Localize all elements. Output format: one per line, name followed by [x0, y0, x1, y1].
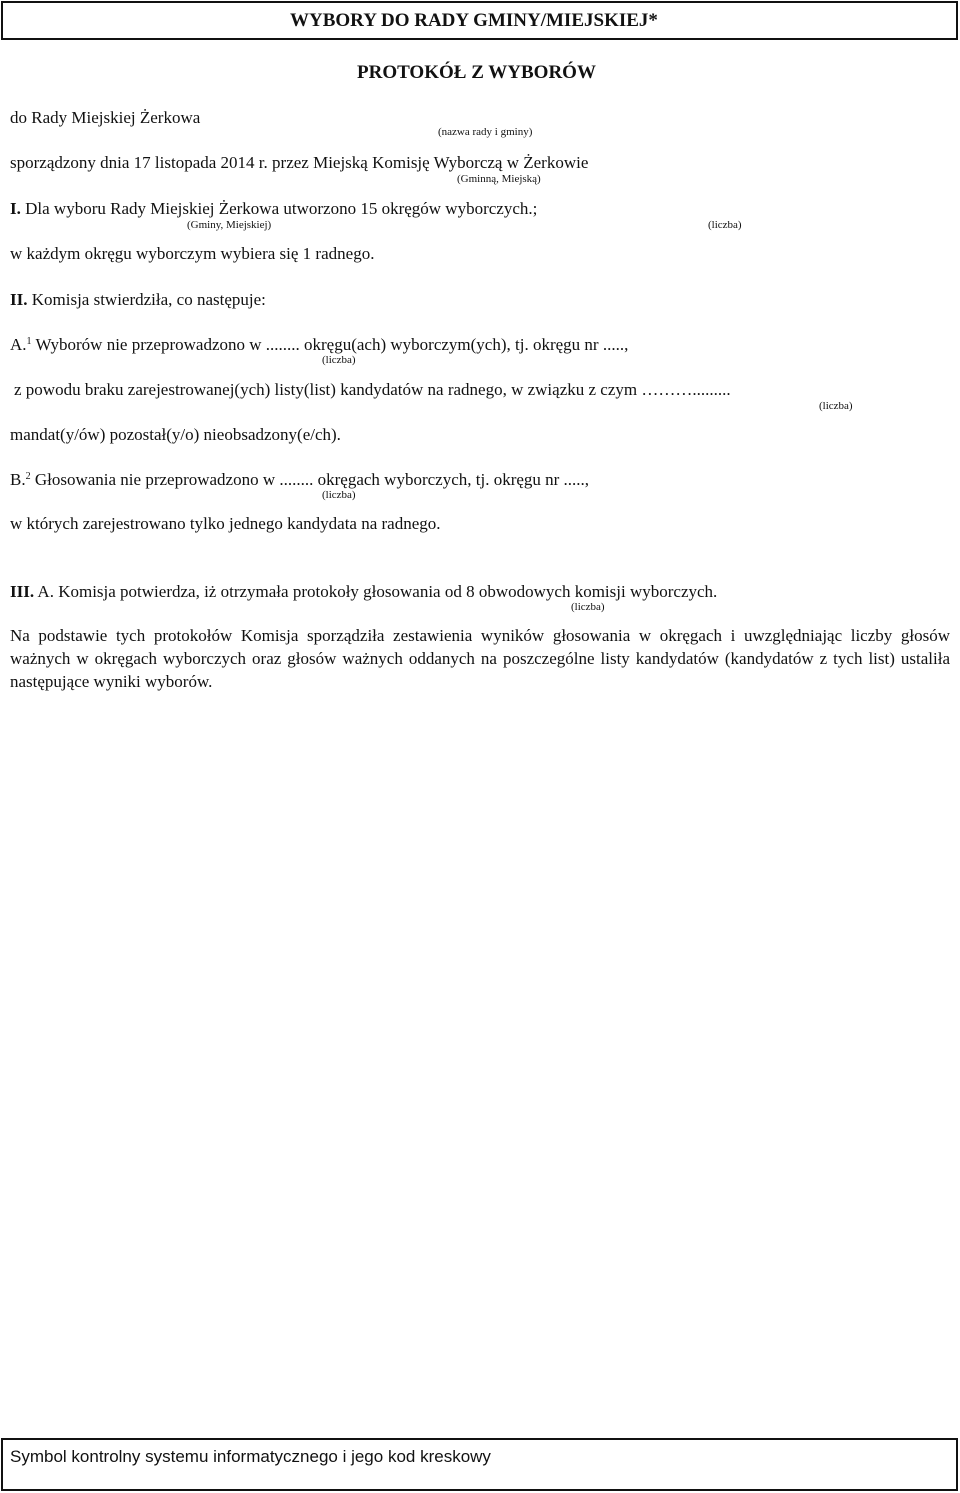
section-2a-hint2: (liczba)	[819, 400, 853, 412]
section-2b-footnote: 2	[25, 471, 31, 482]
section-2b-text: Głosowania nie przeprowadzono w ........ okręgach wyborczych, tj. okręgu nr .....,	[34, 470, 590, 489]
election-title: WYBORY DO RADY GMINY/MIEJSKIEJ*	[290, 10, 658, 31]
council-hint: (nazwa rady i gminy)	[438, 126, 533, 138]
section-1-text: Dla wyboru Rady Miejskiej Żerkowa utworzono 15 okręgów wyborczych.;	[25, 199, 538, 218]
section-2b-text2: w których zarejestrowano tylko jednego kandydata na radnego.	[10, 514, 441, 533]
section-1-line	[10, 199, 537, 219]
section-2a-hint: (liczba)	[322, 354, 356, 366]
section-2a-text: Wyborów nie przeprowadzono w ........ okręgu(ach) wyborczym(ych), tj. okręgu nr .....,	[35, 335, 629, 354]
barcode-label: Symbol kontrolny systemu informatycznego i jego kod kreskowy	[10, 1447, 491, 1466]
section-3-hint: (liczba)	[571, 601, 605, 613]
prepared-hint: (Gminną, Miejską)	[457, 173, 541, 185]
section-2a-footnote: 1	[26, 336, 32, 347]
section-2a-text3: mandat(y/ów) pozostał(y/o) nieobsadzony(e/ch).	[10, 425, 341, 444]
section-2a-text2: z powodu braku zarejestrowanej(ych) listy(list) kandydatów na radnego, w związku z czym ……….........	[14, 380, 731, 399]
section-1-hint-left: (Gminy, Miejskiej)	[187, 219, 272, 231]
section-2-number: II.	[10, 290, 28, 309]
section-3-text: Komisja potwierdza, iż otrzymała protokoły głosowania od 8 obwodowych komisji wyborczych.	[58, 582, 718, 601]
section-3-line	[10, 582, 717, 602]
section-2b-line	[10, 470, 589, 490]
section-2b-hint: (liczba)	[322, 489, 356, 501]
section-2a-line	[10, 335, 628, 355]
section-1-number: I.	[10, 199, 21, 218]
section-2a-label: A.	[10, 335, 27, 354]
section-1-hint-right: (liczba)	[708, 219, 742, 231]
section-3-number: III.	[10, 582, 35, 601]
results-paragraph: Na podstawie tych protokołów Komisja sporządziła zestawienia wyników głosowania w okręgach i uwzględniając liczby głosów ważnych w okręgach wyborczych oraz głosów ważnych oddanych na poszczególne listy kandydatów (kandydatów z tych list) ustaliła następujące wyniki wyborów.	[10, 626, 950, 691]
prepared-line: sporządzony dnia 17 listopada 2014 r. przez Miejską Komisję Wyborczą w Żerkowie	[10, 153, 589, 172]
protocol-title: PROTOKÓŁ Z WYBORÓW	[357, 62, 596, 83]
section-3-label: A.	[37, 582, 54, 601]
section-2-line	[10, 290, 266, 310]
section-2-text: Komisja stwierdziła, co następuje:	[31, 290, 266, 309]
section-2b-label: B.	[10, 470, 26, 489]
council-name: do Rady Miejskiej Żerkowa	[10, 108, 201, 127]
section-1-text2: w każdym okręgu wyborczym wybiera się 1 radnego.	[10, 244, 375, 263]
